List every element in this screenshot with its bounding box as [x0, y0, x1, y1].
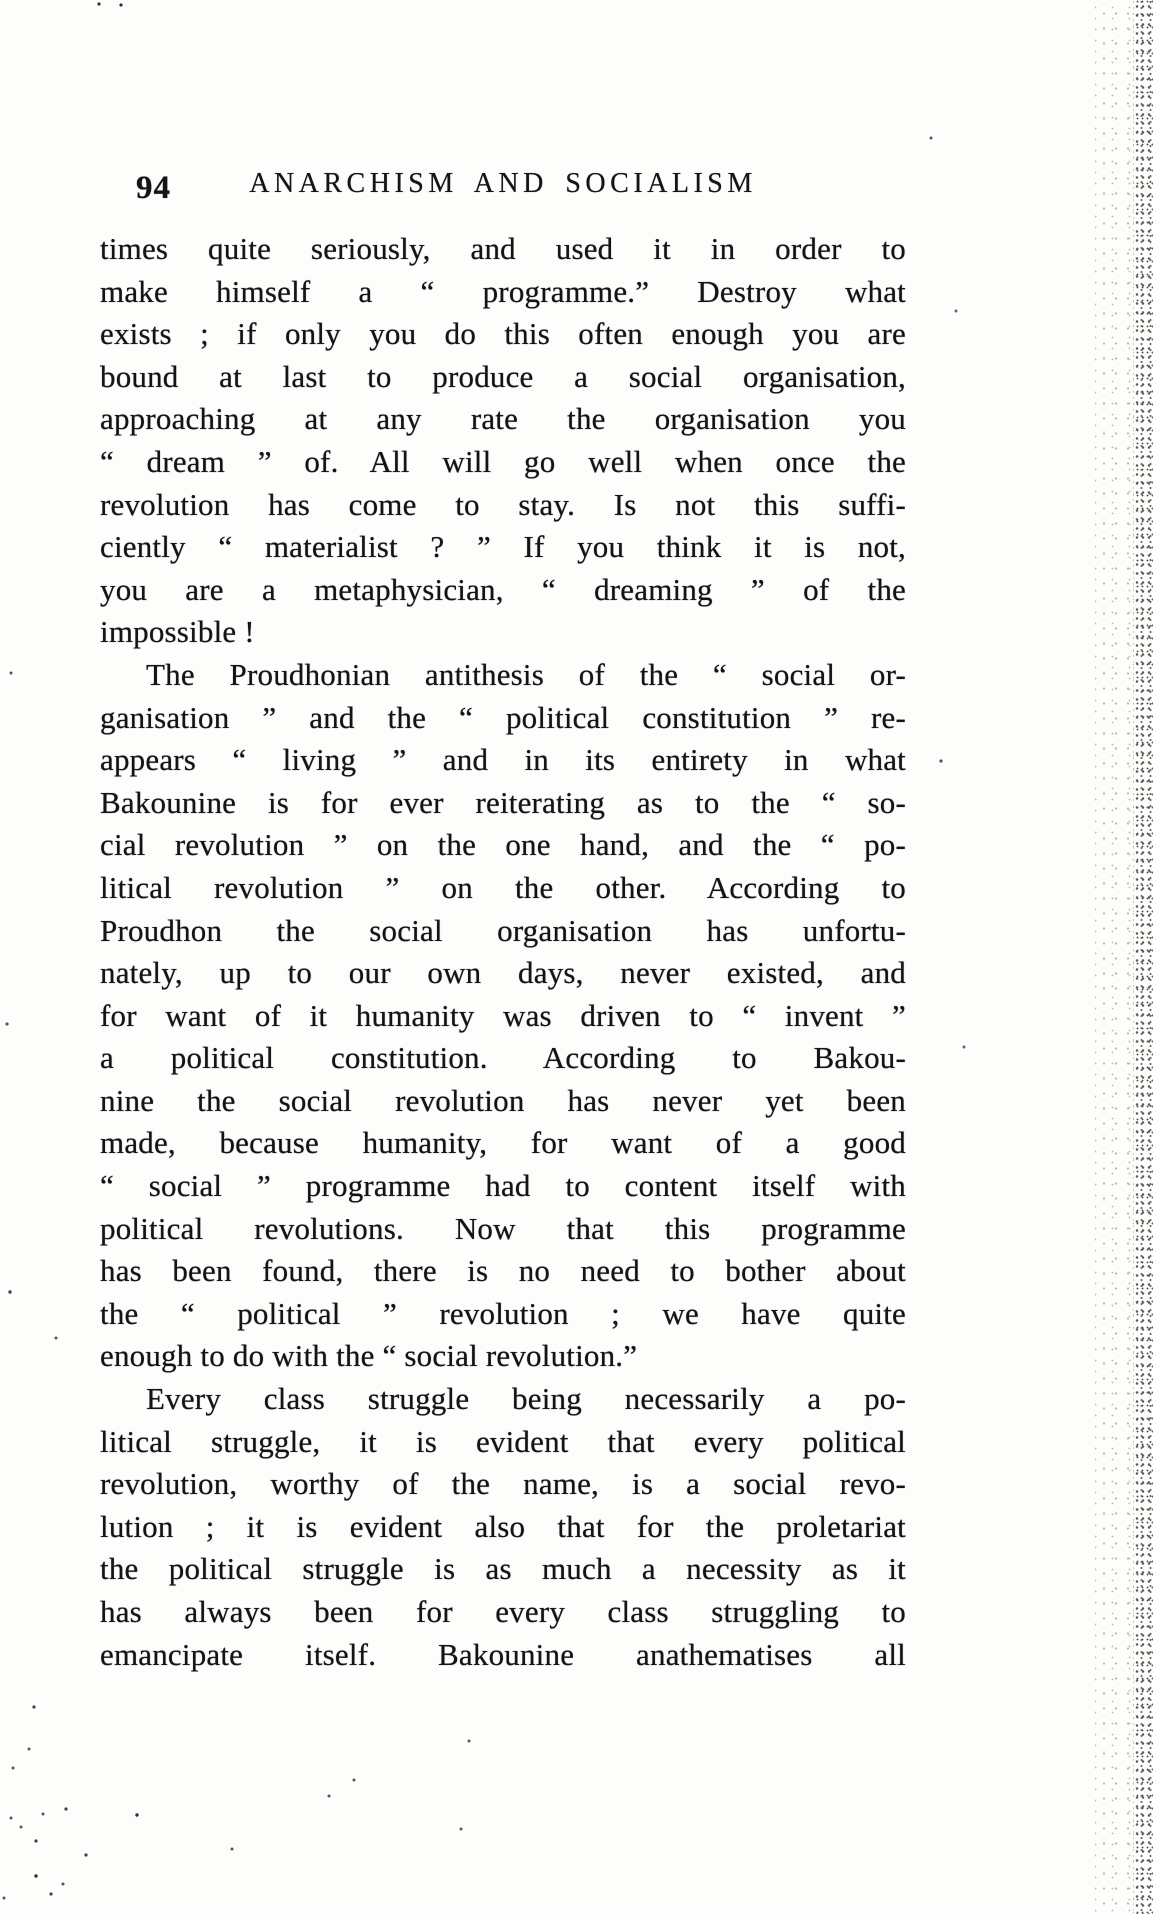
text-line: The Proudhonian antithesis of the “ social or- [146, 656, 906, 692]
text-line: nately, up to our own days, never existed, and [100, 955, 906, 991]
text-line: Every class struggle being necessarily a po- [146, 1381, 906, 1417]
text-line: “ dream ” of. All will go well when once the [100, 443, 906, 479]
paragraph [100, 228, 906, 654]
text-line: Bakounine is for ever reiterating as to the “ so- [100, 784, 906, 820]
text-line: litical revolution ” on the other. According to [100, 869, 906, 905]
text-line: lution ; it is evident also that for the proletariat [100, 1508, 906, 1544]
text-line: a political constitution. According to Bakou- [100, 1040, 906, 1076]
text-line: the “ political ” revolution ; we have quite [100, 1295, 906, 1331]
scan-specks [0, 0, 2, 2]
text-line: approaching at any rate the organisation you [100, 401, 906, 437]
text-line: make himself a “ programme.” Destroy what [100, 273, 906, 309]
scan-edge-noise-inner [1133, 0, 1153, 1914]
text-line: times quite seriously, and used it in order to [100, 231, 906, 266]
text-line: for want of it humanity was driven to “ invent ” [100, 997, 906, 1033]
text-line: has always been for every class struggling to [100, 1594, 906, 1629]
text-line: Proudhon the social organisation has unfortu- [100, 912, 906, 948]
text-line: impossible ! [100, 614, 255, 650]
text-line: ciently “ materialist ? ” If you think it is not, [100, 529, 906, 565]
page-body [100, 228, 906, 1676]
text-line: has been found, there is no need to bother about [100, 1253, 906, 1289]
paragraph [100, 1378, 906, 1676]
paragraph [100, 654, 906, 1378]
text-line: you are a metaphysician, “ dreaming ” of the [100, 571, 906, 607]
text-line: cial revolution ” on the one hand, and the “ po- [100, 827, 906, 863]
text-line: the political struggle is as much a necessity as it [100, 1551, 906, 1587]
text-line: revolution has come to stay. Is not this suffi- [100, 486, 906, 522]
text-line: enough to do with the “ social revolution.” [100, 1338, 638, 1374]
text-line: revolution, worthy of the name, is a social revo- [100, 1466, 906, 1502]
running-title: ANARCHISM AND SOCIALISM [249, 168, 757, 199]
page-number: 94 [136, 170, 171, 206]
text-line: made, because humanity, for want of a good [100, 1125, 906, 1161]
text-line: exists ; if only you do this often enough you are [100, 316, 906, 352]
running-head [100, 168, 906, 208]
text-line: ganisation ” and the “ political constitution ” re- [100, 699, 906, 735]
text-line: political revolutions. Now that this programme [100, 1210, 906, 1246]
text-line: emancipate itself. Bakounine anathematises all [100, 1636, 906, 1672]
text-line: appears “ living ” and in its entirety in what [100, 742, 906, 778]
text-line: bound at last to produce a social organisation, [100, 358, 906, 394]
scan-edge-noise-outer [1095, 0, 1133, 1914]
text-line: “ social ” programme had to content itself with [100, 1168, 906, 1204]
text-line: litical struggle, it is evident that every political [100, 1423, 906, 1459]
text-line: nine the social revolution has never yet been [100, 1082, 906, 1118]
